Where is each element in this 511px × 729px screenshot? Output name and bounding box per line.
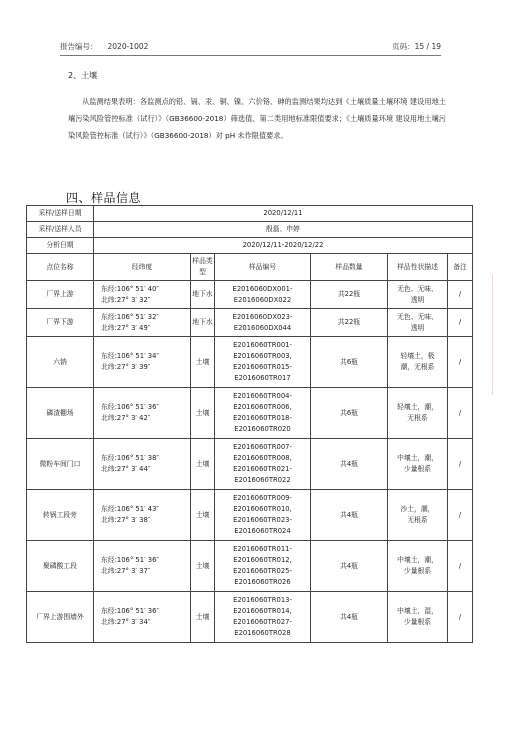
sample-ids-cell bbox=[215, 439, 311, 490]
table-row bbox=[27, 337, 473, 388]
sample-id: E2016060DX022 bbox=[233, 295, 292, 304]
sample-id: E2016060TR026 bbox=[234, 578, 291, 586]
point-name-cell: 厂界上游 bbox=[27, 281, 94, 309]
description-line: 少量根系 bbox=[403, 567, 432, 575]
longitude: 东经:106° 51′ 43″ bbox=[101, 505, 159, 513]
meta-row-sampling-staff bbox=[27, 222, 473, 238]
meta-row-analysis-date bbox=[27, 238, 473, 254]
point-name-cell: 磷渣棚场 bbox=[27, 388, 94, 439]
sample-type-cell: 土壤 bbox=[191, 541, 215, 592]
note-cell: / bbox=[448, 490, 473, 541]
longitude: 东经:106° 51′ 32″ bbox=[101, 312, 159, 321]
sample-count-cell: 共4瓶 bbox=[311, 592, 388, 643]
sample-id: E2016060TR013- bbox=[233, 596, 292, 604]
description-line: 透明 bbox=[410, 295, 425, 304]
column-header: 样品数量 bbox=[311, 254, 388, 281]
description-line: 无色、无味、 bbox=[397, 284, 438, 293]
sample-ids-cell bbox=[215, 309, 311, 337]
description-line: 中壤土，湿， bbox=[397, 607, 438, 615]
report-number bbox=[60, 41, 148, 52]
sample-ids-cell bbox=[215, 490, 311, 541]
table-row bbox=[27, 309, 473, 337]
note-cell: / bbox=[448, 592, 473, 643]
note-cell: / bbox=[448, 439, 473, 490]
latitude: 北纬:27° 3′ 38″ bbox=[101, 516, 151, 524]
coordinates-cell bbox=[94, 388, 191, 439]
note-cell: / bbox=[448, 541, 473, 592]
sample-id: E2016060TR023- bbox=[233, 516, 292, 524]
sample-id: E2016060TR024 bbox=[234, 527, 291, 535]
sample-id: E2016060TR028 bbox=[234, 629, 291, 637]
note-cell: / bbox=[448, 388, 473, 439]
sample-id: E2016060TR009- bbox=[233, 494, 292, 502]
description-line: 轻壤土，极 bbox=[400, 352, 435, 360]
sample-id: E2016060TR011- bbox=[233, 545, 292, 553]
latitude: 北纬:27° 3′ 49″ bbox=[101, 323, 151, 332]
sample-id: E2016060DX044 bbox=[233, 323, 292, 332]
page-number bbox=[392, 41, 441, 52]
sample-count-cell: 共6瓶 bbox=[311, 388, 388, 439]
sample-count-cell: 共6瓶 bbox=[311, 337, 388, 388]
latitude: 北纬:27° 3′ 42″ bbox=[101, 414, 151, 422]
sample-ids-cell bbox=[215, 388, 311, 439]
table-row bbox=[27, 541, 473, 592]
description-line: 中壤土，潮， bbox=[397, 556, 438, 564]
meta-row-sampling-date bbox=[27, 206, 473, 222]
longitude: 东经:106° 51′ 38″ bbox=[101, 454, 159, 462]
description-line: 轻壤土，潮， bbox=[397, 403, 438, 411]
sample-id: E2016060TR014, bbox=[233, 607, 292, 615]
sample-id: E2016060TR021- bbox=[233, 465, 292, 473]
table-header-row bbox=[27, 254, 473, 281]
description-line: 无色、无味、 bbox=[397, 312, 438, 321]
sample-description-cell bbox=[388, 490, 448, 541]
meta-value: 2020/12/11 bbox=[94, 206, 473, 222]
latitude: 北纬:27° 3′ 39″ bbox=[101, 363, 151, 371]
table-row bbox=[27, 439, 473, 490]
meta-label: 采样/送样人员 bbox=[27, 222, 94, 238]
sample-info-heading: 四、样品信息 bbox=[66, 191, 142, 205]
latitude: 北纬:27° 3′ 44″ bbox=[101, 465, 151, 473]
table-row bbox=[27, 388, 473, 439]
latitude: 北纬:27° 3′ 32″ bbox=[101, 295, 151, 304]
sample-id: E2016060TR004- bbox=[233, 392, 292, 400]
meta-label: 采样/送样日期 bbox=[27, 206, 94, 222]
coordinates-cell bbox=[94, 281, 191, 309]
column-header: 经纬度 bbox=[94, 254, 191, 281]
table-row bbox=[27, 281, 473, 309]
longitude: 东经:106° 51′ 34″ bbox=[101, 352, 159, 360]
section-soil-title: 2、土壤 bbox=[68, 71, 98, 80]
coordinates-cell bbox=[94, 309, 191, 337]
coordinates-cell bbox=[94, 592, 191, 643]
sample-ids-cell bbox=[215, 541, 311, 592]
point-name-cell: 厂界上游围墙外 bbox=[27, 592, 94, 643]
sample-description-cell bbox=[388, 281, 448, 309]
column-header: 样品类型 bbox=[191, 254, 215, 281]
table-row bbox=[27, 592, 473, 643]
sample-id: E2016060TR003, bbox=[233, 352, 292, 360]
sample-type-cell: 地下水 bbox=[191, 281, 215, 309]
description-line: 透明 bbox=[410, 323, 425, 332]
description-line: 中壤土，潮， bbox=[397, 454, 438, 462]
sample-id: E2016060TR012, bbox=[233, 556, 292, 564]
meta-label: 分析日期 bbox=[27, 238, 94, 254]
sample-id: E2016060TR006, bbox=[233, 403, 292, 411]
longitude: 东经:106° 51′ 40″ bbox=[101, 284, 159, 293]
sample-count-cell: 共4瓶 bbox=[311, 541, 388, 592]
sample-id: E2016060TR007- bbox=[233, 443, 292, 451]
column-header: 样品性状描述 bbox=[388, 254, 448, 281]
sample-description-cell bbox=[388, 592, 448, 643]
coordinates-cell bbox=[94, 490, 191, 541]
sample-info-table bbox=[26, 205, 473, 643]
sample-id: E2016060TR018- bbox=[233, 414, 292, 422]
description-line: 潮，无根系 bbox=[400, 363, 435, 371]
sample-type-cell: 土壤 bbox=[191, 439, 215, 490]
description-line: 少量根系 bbox=[403, 465, 432, 473]
sample-id: E2016060TR027- bbox=[233, 618, 292, 626]
sample-type-cell: 土壤 bbox=[191, 337, 215, 388]
sample-type-cell: 土壤 bbox=[191, 388, 215, 439]
note-cell: / bbox=[448, 337, 473, 388]
point-name-cell: 转锅工段旁 bbox=[27, 490, 94, 541]
sample-description-cell bbox=[388, 541, 448, 592]
table-row bbox=[27, 490, 473, 541]
latitude: 北纬:27° 3′ 34″ bbox=[101, 618, 151, 626]
sample-id: E2016060DX001- bbox=[232, 284, 293, 293]
sample-id: E2016060TR025- bbox=[233, 567, 292, 575]
sample-type-cell: 土壤 bbox=[191, 490, 215, 541]
meta-value: 2020/12/11-2020/12/22 bbox=[94, 238, 473, 254]
column-header: 备注 bbox=[448, 254, 473, 281]
sample-count-cell: 共4瓶 bbox=[311, 490, 388, 541]
column-header: 点位名称 bbox=[27, 254, 94, 281]
note-cell: / bbox=[448, 281, 473, 309]
point-name-cell: 聚磷酸工段 bbox=[27, 541, 94, 592]
sample-description-cell bbox=[388, 337, 448, 388]
coordinates-cell bbox=[94, 439, 191, 490]
sample-type-cell: 土壤 bbox=[191, 592, 215, 643]
meta-value: 殷磊、申婷 bbox=[94, 222, 473, 238]
description-line: 少量根系 bbox=[403, 618, 432, 626]
coordinates-cell bbox=[94, 337, 191, 388]
sample-description-cell bbox=[388, 439, 448, 490]
sample-id: E2016060DX023- bbox=[232, 312, 293, 321]
point-name-cell: 微粉车间门口 bbox=[27, 439, 94, 490]
sample-ids-cell bbox=[215, 592, 311, 643]
sample-count-cell: 共22瓶 bbox=[311, 281, 388, 309]
report-number-label: 报告编号： bbox=[60, 42, 98, 51]
longitude: 东经:106° 51′ 36″ bbox=[101, 607, 159, 615]
sample-ids-cell bbox=[215, 337, 311, 388]
coordinates-cell bbox=[94, 541, 191, 592]
description-line: 无根系 bbox=[407, 516, 428, 524]
sample-id: E2016060TR010, bbox=[233, 505, 292, 513]
sample-id: E2016060TR020 bbox=[234, 425, 291, 433]
latitude: 北纬:27° 3′ 37″ bbox=[101, 567, 151, 575]
sample-ids-cell bbox=[215, 281, 311, 309]
sample-id: E2016060TR022 bbox=[234, 476, 291, 484]
sample-count-cell: 共22瓶 bbox=[311, 309, 388, 337]
column-header: 样品编号 bbox=[215, 254, 311, 281]
report-number-value: 2020-1002 bbox=[107, 42, 149, 51]
sample-id: E2016060TR008, bbox=[233, 454, 292, 462]
point-name-cell: 厂界下游 bbox=[27, 309, 94, 337]
description-line: 无根系 bbox=[407, 414, 428, 422]
sample-id: E2016060TR017 bbox=[234, 374, 291, 382]
longitude: 东经:106° 51′ 36″ bbox=[101, 403, 159, 411]
note-cell: / bbox=[448, 309, 473, 337]
description-line: 沙土，潮， bbox=[400, 505, 435, 513]
sample-id: E2016060TR015- bbox=[233, 363, 292, 371]
sample-count-cell: 共4瓶 bbox=[311, 439, 388, 490]
sample-description-cell bbox=[388, 388, 448, 439]
point-name-cell: 六钠 bbox=[27, 337, 94, 388]
header-divider bbox=[60, 55, 441, 56]
sample-id: E2016060TR001- bbox=[233, 341, 292, 349]
longitude: 东经:106° 51′ 36″ bbox=[101, 556, 159, 564]
seal-edge-mark bbox=[492, 275, 509, 395]
sample-type-cell: 地下水 bbox=[191, 309, 215, 337]
page-number-value: 15 / 19 bbox=[414, 42, 441, 51]
sample-description-cell bbox=[388, 309, 448, 337]
page-number-label: 页码： bbox=[392, 42, 415, 51]
section-soil-paragraph: 从监测结果表明：各监测点的铅、镉、汞、铜、镍、六价铬、砷的监测结果均达到《土壤质量土壤环境 建设用地土壤污染风险管控标准（试行）》（GB36600-2018）筛选值、第二类用地标准限值要求；《土壤质量环境 建设用地土壤污染风险管控标准（试行）》（GB36600-2018）对 pH 未作限值要求。 bbox=[68, 97, 446, 140]
